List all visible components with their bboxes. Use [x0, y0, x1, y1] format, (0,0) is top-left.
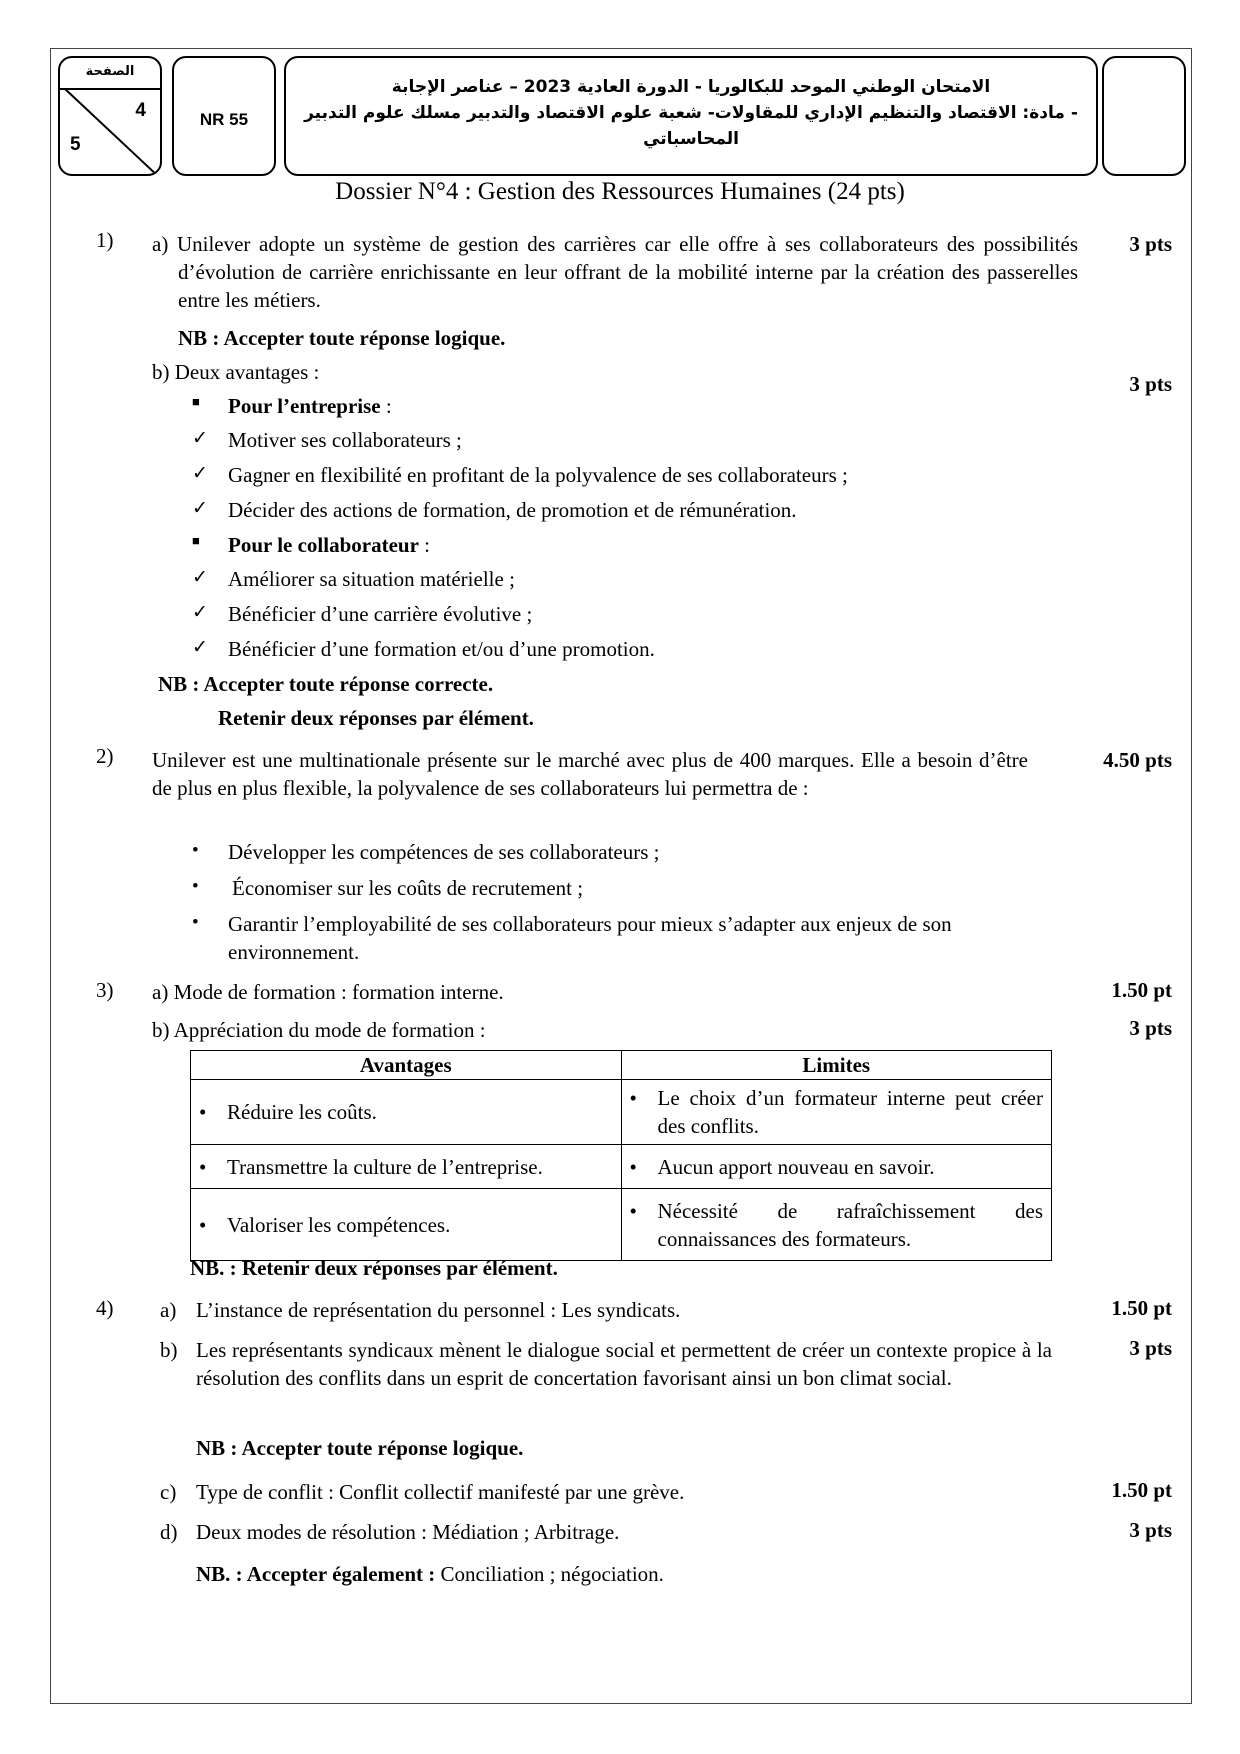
q1b-intro: b) Deux avantages :	[152, 360, 320, 384]
q4c-text: Type de conflit : Conflit collectif manifesté par une grève.	[196, 1480, 685, 1504]
bullet-icon: •	[629, 1086, 637, 1110]
q2-text: Unilever est une multinationale présente sur le marché avec plus de 400 marques. Elle a besoin d’être de plus en plus flexible, la polyvalence de ses collaborateurs lui permettra de :	[152, 748, 1028, 800]
q2-item-3: Garantir l’employabilité de ses collaborateurs pour mieux s’adapter aux enjeux de son environnement.	[228, 912, 952, 964]
collab-item-3: Bénéficier d’une formation et/ou d’une promotion.	[228, 637, 655, 661]
table-cell	[191, 1080, 622, 1145]
limit-3: Nécessité de rafraîchissement des connaissances des formateurs.	[657, 1198, 1043, 1251]
q1b-points: 3 pts	[1129, 372, 1172, 396]
exam-title-line1: الامتحان الوطني الموحد للبكالوريا - الدورة العادية 2023 – عناصر الإجابة	[391, 77, 991, 97]
limit-1: Le choix d’un formateur interne peut créer des conflits.	[657, 1086, 1043, 1138]
exam-code-box	[172, 56, 276, 176]
q1b-nb1: NB : Accepter toute réponse correcte.	[158, 672, 494, 696]
q4-nb: NB. : Accepter également : Conciliation ; négociation.	[196, 1562, 664, 1586]
table-header-row	[191, 1051, 1052, 1080]
table-cell	[191, 1145, 622, 1189]
q1a-points: 3 pts	[1129, 232, 1172, 256]
page-number-box	[58, 56, 162, 176]
exam-title-line3: المحاسباتي	[643, 129, 739, 149]
check-icon: ✓	[192, 602, 208, 623]
q3a-points: 1.50 pt	[1111, 978, 1172, 1002]
q1a-nb: NB : Accepter toute réponse logique.	[178, 326, 506, 350]
q4d-points: 3 pts	[1129, 1518, 1172, 1542]
bullet-icon: •	[192, 912, 199, 933]
enterprise-label: Pour l’entreprise :	[228, 394, 392, 418]
q4c-letter: c)	[160, 1480, 177, 1504]
q4b-nb: NB : Accepter toute réponse logique.	[196, 1436, 524, 1460]
advantage-2: Transmettre la culture de l’entreprise.	[227, 1154, 543, 1179]
dossier-title: Dossier N°4 : Gestion des Ressources Humaines (24 pts)	[335, 178, 905, 205]
q3b-points: 3 pts	[1129, 1016, 1172, 1040]
q1a-text: a) Unilever adopte un système de gestion des carrières car elle offre à ses collaborateurs des possibilités d’évolution de carrière enrichissante en leur offrant de la mobilité interne par la création des passerelles entre les métiers.	[152, 232, 1078, 312]
q2-number: 2)	[96, 744, 114, 768]
check-icon: ✓	[192, 463, 208, 484]
table-row	[191, 1189, 1052, 1261]
check-icon: ✓	[192, 428, 208, 449]
limit-2: Aucun apport nouveau en savoir.	[657, 1154, 935, 1179]
table-cell	[621, 1080, 1052, 1145]
enterprise-item-2: Gagner en flexibilité en profitant de la polyvalence de ses collaborateurs ;	[228, 463, 848, 487]
table-cell	[621, 1189, 1052, 1261]
q4c-points: 1.50 pt	[1111, 1478, 1172, 1502]
check-icon: ✓	[192, 567, 208, 588]
enterprise-item-3: Décider des actions de formation, de promotion et de rémunération.	[228, 498, 797, 522]
q1b-nb2: Retenir deux réponses par élément.	[218, 706, 534, 730]
page-label: الصفحة	[60, 58, 160, 90]
enterprise-item-1: Motiver ses collaborateurs ;	[228, 428, 462, 452]
bullet-icon: •	[199, 1154, 207, 1179]
bullet-icon: •	[192, 876, 199, 897]
q4b-points: 3 pts	[1129, 1336, 1172, 1360]
table-header-advantages: Avantages	[191, 1051, 622, 1080]
page-total: 5	[70, 134, 81, 155]
training-table	[190, 1050, 1052, 1261]
table-cell	[191, 1189, 622, 1261]
square-bullet-icon: ■	[192, 533, 200, 548]
q4d-text: Deux modes de résolution : Médiation ; Arbitrage.	[196, 1520, 620, 1544]
table-row	[191, 1145, 1052, 1189]
square-bullet-icon: ■	[192, 394, 200, 409]
q3a-text: a) Mode de formation : formation interne.	[152, 980, 504, 1004]
advantage-1: Réduire les coûts.	[227, 1100, 377, 1124]
q1-number: 1)	[96, 228, 114, 252]
check-icon: ✓	[192, 498, 208, 519]
advantage-3: Valoriser les compétences.	[227, 1212, 451, 1237]
q4b-letter: b)	[160, 1338, 178, 1362]
diagonal-divider	[60, 88, 162, 176]
q3-nb: NB. : Retenir deux réponses par élément.	[190, 1256, 558, 1280]
q4d-letter: d)	[160, 1520, 178, 1544]
q4a-text: L’instance de représentation du personnel : Les syndicats.	[196, 1298, 681, 1322]
exam-code: NR 55	[199, 110, 249, 129]
collab-item-1: Améliorer sa situation matérielle ;	[228, 567, 515, 591]
table-cell	[621, 1145, 1052, 1189]
q2-points: 4.50 pts	[1103, 748, 1172, 772]
q4a-points: 1.50 pt	[1111, 1296, 1172, 1320]
empty-box	[1102, 56, 1186, 176]
q2-item-2: Économiser sur les coûts de recrutement ;	[232, 876, 584, 900]
table-row	[191, 1080, 1052, 1145]
q4a-letter: a)	[160, 1298, 177, 1322]
bullet-icon: •	[199, 1212, 207, 1237]
page-current: 4	[135, 100, 146, 121]
collab-label: Pour le collaborateur :	[228, 533, 431, 557]
q2-item-1: Développer les compétences de ses collaborateurs ;	[228, 840, 660, 864]
bullet-icon: •	[192, 840, 199, 861]
bullet-icon: •	[199, 1100, 207, 1124]
q4b-text: Les représentants syndicaux mènent le dialogue social et permettent de créer un contexte propice à la résolution des conflits dans un esprit de concertation favorisant ainsi un bon climat social.	[196, 1338, 1052, 1390]
check-icon: ✓	[192, 637, 208, 658]
q4-number: 4)	[96, 1296, 114, 1320]
exam-title-line2: - مادة: الاقتصاد والتنظيم الإداري للمقاولات- شعبة علوم الاقتصاد والتدبير مسلك علوم التدبير	[304, 103, 1078, 123]
exam-title-box	[284, 56, 1098, 176]
table-header-limits: Limites	[621, 1051, 1052, 1080]
bullet-icon: •	[629, 1154, 637, 1179]
bullet-icon: •	[629, 1198, 637, 1223]
collab-item-2: Bénéficier d’une carrière évolutive ;	[228, 602, 533, 626]
q3-number: 3)	[96, 978, 114, 1002]
q3b-text: b) Appréciation du mode de formation :	[152, 1018, 486, 1042]
